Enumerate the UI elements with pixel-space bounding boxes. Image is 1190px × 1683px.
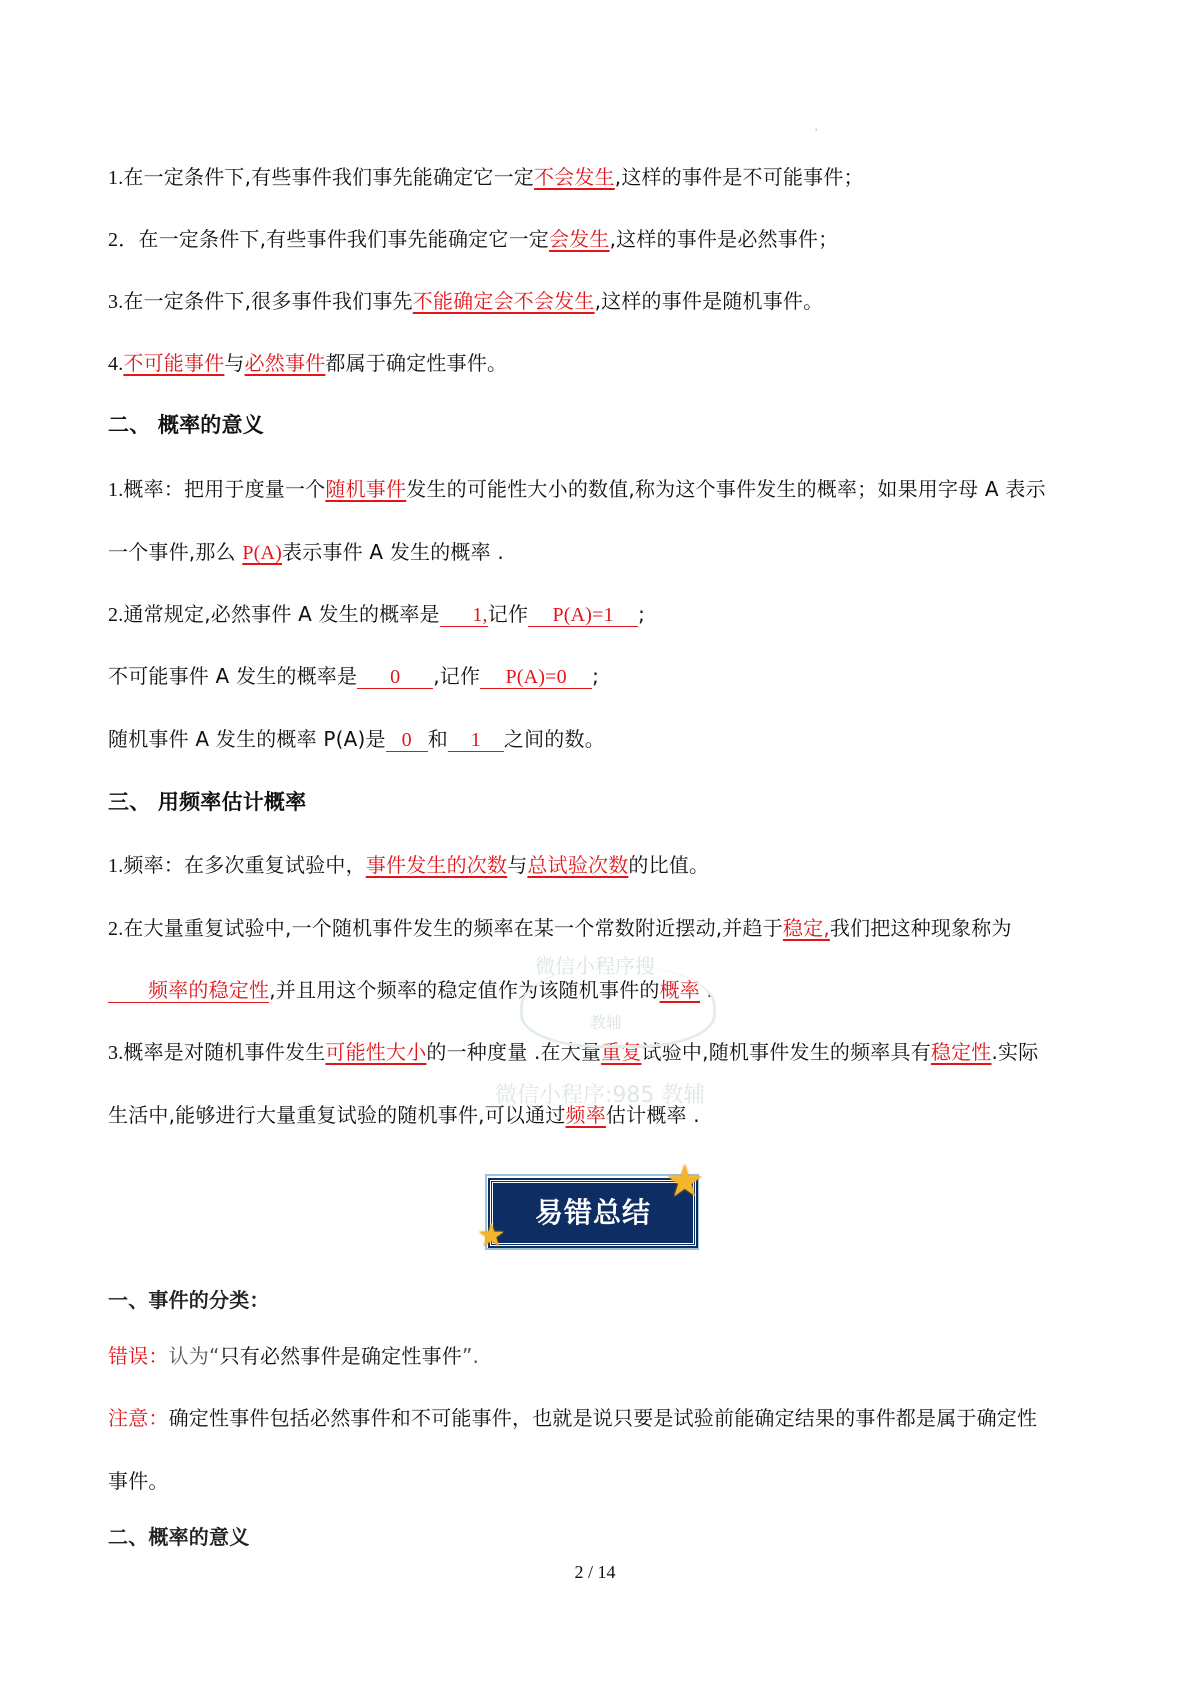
section3-item-1: 1.频率：在多次重复试验中，事件发生的次数与总试验次数的比值。 [108,853,710,877]
section2-item-1-cont: 一个事件,那么 P(A)表示事件 A 发生的概率 . [108,540,504,564]
section3-item-2: 2.在大量重复试验中,一个随机事件发生的频率在某一个常数附近摆动,并趋于稳定,我们把这种现象称为 [108,916,1012,940]
answer: 事件发生的次数 [365,853,508,877]
answer: 总试验次数 [527,853,629,877]
watermark-logo-text: 教辅 [590,1013,623,1032]
top-mark: ² [815,128,818,135]
blank-answer: 0 [386,729,428,752]
section3-item-3-cont: 生活中,能够进行大量重复试验的随机事件,可以通过频率估计概率 . [108,1103,700,1127]
error-label: 错误： [108,1344,169,1368]
note-line-cont: 事件。 [108,1469,169,1493]
answer: 可能性大小 [325,1040,427,1064]
section1-item-3: 3.在一定条件下,很多事件我们事先不能确定会不会发生,这样的事件是随机事件。 [108,289,824,313]
section3-item-2-cont: 频率的稳定性,并且用这个频率的稳定值作为该随机事件的概率 . [108,976,713,1004]
section2-item-1: 1.概率：把用于度量一个随机事件发生的可能性大小的数值,称为这个事件发生的概率；如果用字母 A 表示 [108,477,1046,501]
blank-answer: 1, [440,604,488,627]
section1-item-1: 1.在一定条件下,有些事件我们事先能确定它一定不会发生,这样的事件是不可能事件； [108,165,864,189]
section2-heading: 二、 概率的意义 [108,413,264,437]
answer: 频率 [565,1103,606,1127]
section1-item-2: 2．在一定条件下,有些事件我们事先能确定它一定会发生,这样的事件是必然事件； [108,227,839,251]
watermark-text: 微信小程序搜 [535,954,655,978]
answer: 必然事件 [244,351,326,375]
star-icon: ★ [665,1156,705,1207]
answer: 不会发生 [533,165,615,189]
answer: P(A) [242,542,283,564]
mistakes-heading-1: 一、事件的分类： [108,1288,270,1312]
answer: 频率的稳定性 [108,978,269,1003]
section2-item-2: 2.通常规定,必然事件 A 发生的概率是 1,记作 P(A)=1 ; [108,602,646,626]
page-number: 2 / 14 [574,1562,616,1582]
note-line: 注意：确定性事件包括必然事件和不可能事件，也就是说只要是试验前能确定结果的事件都是属于确定性 [108,1406,1038,1430]
blank-answer: P(A)=1 [528,604,638,627]
section2-item-4: 随机事件 A 发生的概率 P(A)是 0 和 1 之间的数。 [108,727,605,751]
watermark-text: 微信小程序:985 教辅 [495,1083,706,1108]
blank-answer: P(A)=0 [480,666,592,689]
blank-answer: 1 [448,729,504,752]
blank-answer: 0 [357,666,433,689]
banner-title: 易错总结 [534,1196,651,1229]
section3-heading: 三、 用频率估计概率 [108,790,307,814]
section1-item-4: 4.不可能事件与必然事件都属于确定性事件。 [108,351,508,375]
answer: 不能确定会不会发生 [412,289,595,313]
error-line: 错误：认为“只有必然事件是确定性事件”. [108,1344,480,1368]
mistake-summary-banner [477,1156,705,1254]
section3-item-3: 3.概率是对随机事件发生可能性大小的一种度量 .在大量重复试验中,随机事件发生的频率具有稳定性.实际 [108,1040,1039,1064]
answer: 不可能事件 [123,351,225,375]
answer: 重复 [601,1040,642,1064]
mistakes-heading-2: 二、概率的意义 [108,1525,250,1549]
answer: 概率 [659,978,700,1002]
star-icon: ★ [477,1216,506,1254]
answer: 随机事件 [325,477,407,501]
note-label: 注意： [108,1406,169,1430]
answer: 会发生 [548,227,610,251]
section2-item-3: 不可能事件 A 发生的概率是 0 ,记作 P(A)=0 ; [108,664,600,688]
answer: 稳定, [782,916,830,940]
answer: 稳定性 [930,1040,992,1064]
